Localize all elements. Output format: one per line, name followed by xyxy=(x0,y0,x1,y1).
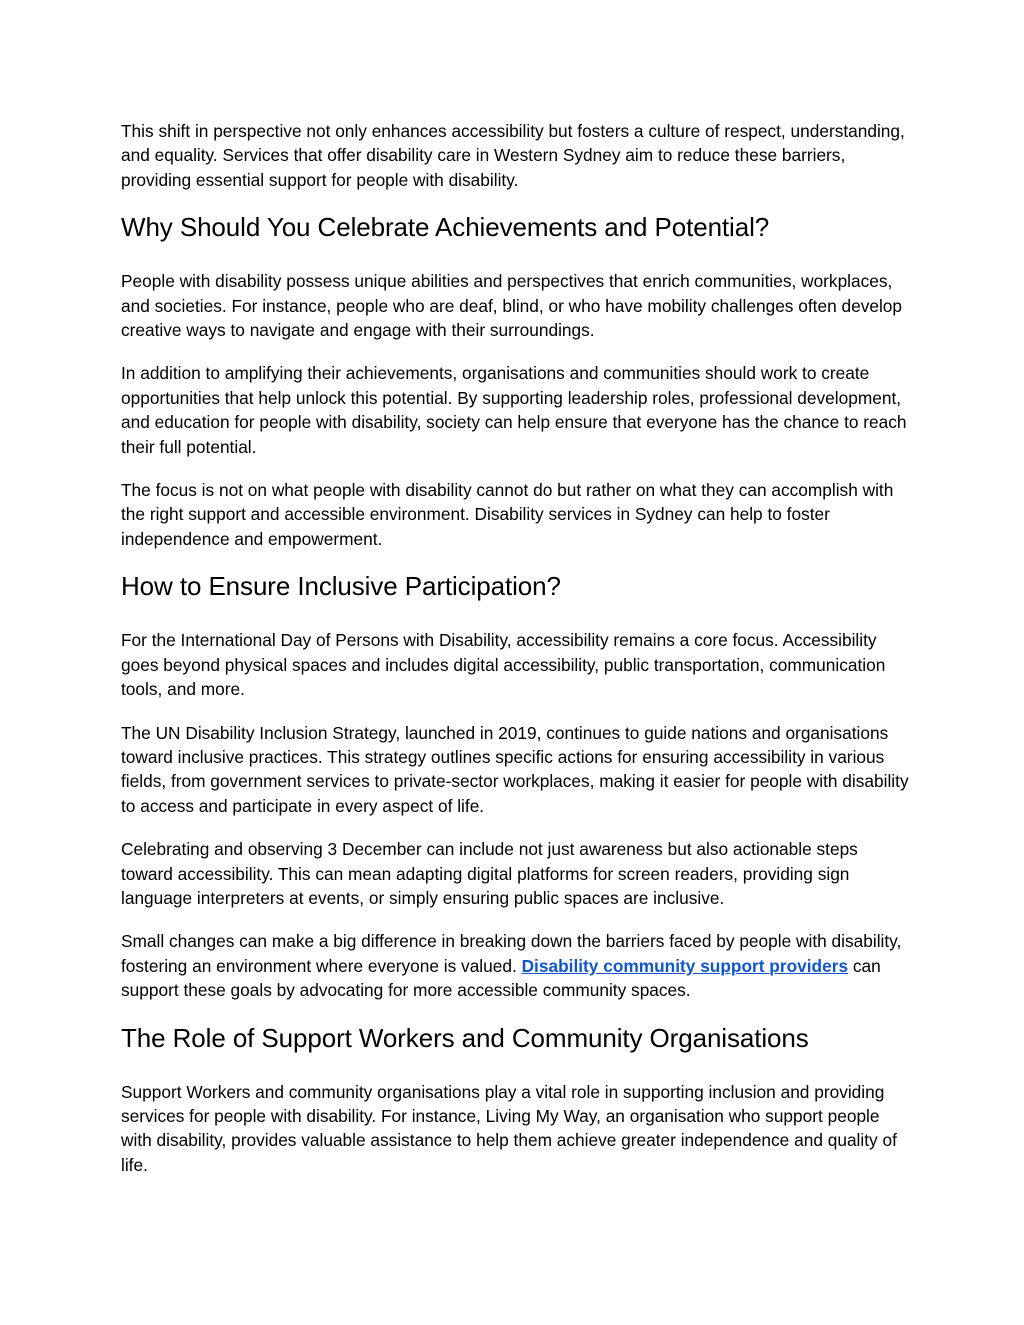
paragraph-unique-abilities: People with disability possess unique abilities and perspectives that enrich communities, workplaces, and societies. For instance, people who are deaf, blind, or who have mobility challenges often develop creative ways to navigate and engage with their surroundings. xyxy=(121,271,903,341)
paragraph-small-changes-text: Small changes can make a big difference in breaking down the barriers faced by people with disability, fostering an environment where everyone is valued. xyxy=(121,931,902,976)
paragraph-accessibility-focus: For the International Day of Persons with Disability, accessibility remains a core focus. Accessibility goes beyond physical spaces and includes digital accessibility, public transportation, communication tools, and more. xyxy=(121,630,886,700)
document-body xyxy=(121,119,911,1196)
paragraph-support-workers: Support Workers and community organisations play a vital role in supporting inclusion and providing services for people with disability. For instance, Living My Way, an organisation who support people with disability, provides valuable assistance to help them achieve greater independence and quality of life. xyxy=(121,1081,897,1175)
paragraph-3-december: Celebrating and observing 3 December can include not just awareness but also actionable steps toward accessibility. This can mean adapting digital platforms for screen readers, providing sign language interpreters at events, or simply ensuring public spaces are inclusive. xyxy=(121,839,858,908)
paragraph-small-changes xyxy=(121,929,911,1002)
heading-inclusive-participation: How to Ensure Inclusive Participation? xyxy=(121,571,561,602)
paragraph-un-strategy: The UN Disability Inclusion Strategy, launched in 2019, continues to guide nations and organisations toward inclusive practices. This strategy outlines specific actions for ensuring accessibility in various fields, from government services to private-sector workplaces, making it easier for people with disability to access and participate in every aspect of life. xyxy=(121,722,909,816)
disability-community-support-providers-link[interactable]: Disability community support providers xyxy=(521,955,849,976)
paragraph-small-changes-text-end: can support these goals by advocating for more accessible community spaces. xyxy=(121,955,881,1001)
heading-celebrate-achievements: Why Should You Celebrate Achievements and Potential? xyxy=(121,212,770,243)
paragraph-create-opportunities: In addition to amplifying their achievements, organisations and communities should work to create opportunities that help unlock this potential. By supporting leadership roles, professional development, and education for people with disability, society can help ensure that everyone has the chance to reach their full potential. xyxy=(121,363,907,457)
paragraph-intro: This shift in perspective not only enhances accessibility but fosters a culture of respect, understanding, and equality. Services that offer disability care in Western Sydney aim to reduce these barriers, providing essential support for people with disability. xyxy=(121,121,905,190)
heading-role-of-support-workers: The Role of Support Workers and Community Organisations xyxy=(121,1022,809,1053)
paragraph-focus: The focus is not on what people with disability cannot do but rather on what they can accomplish with the right support and accessible environment. Disability services in Sydney can help to foster independence and empowerment. xyxy=(121,480,894,549)
